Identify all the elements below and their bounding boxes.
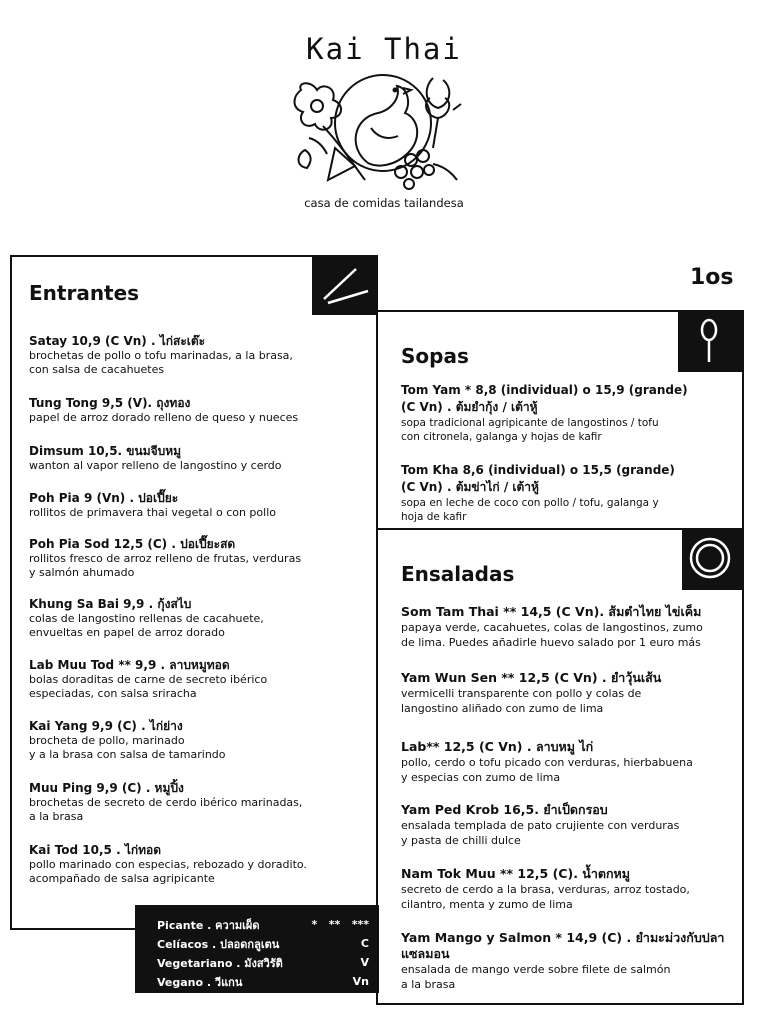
- item-description: pollo, cerdo o tofu picado con verduras, hierbabuena y especias con zumo de lima: [401, 756, 693, 784]
- entrantes-title: Entrantes: [29, 281, 140, 305]
- item-description: brochetas de secreto de cerdo ibérico marinadas, a la brasa: [29, 796, 303, 823]
- legend-row: [157, 972, 369, 991]
- legend-code: V: [360, 956, 369, 969]
- tagline: casa de comidas tailandesa: [304, 196, 464, 210]
- item-description: colas de langostino rellenas de cacahuete, envueltas en papel de arroz dorado: [29, 612, 264, 639]
- menu-item: [29, 597, 369, 640]
- item-title: Lab Muu Tod ** 9,9 . ลาบหมูทอด: [29, 658, 230, 672]
- legend-code: * ** ***: [311, 918, 369, 931]
- item-title: Som Tam Thai ** 14,5 (C Vn). ส้มตำไทย ไข่เค็ม: [401, 604, 702, 619]
- legend-label: Vegano . วีแกน: [157, 975, 243, 989]
- menu-item: [29, 658, 369, 701]
- item-title: Yam Ped Krob 16,5. ยำเป็ดกรอบ: [401, 802, 608, 817]
- item-description: sopa tradicional agripicante de langostinos / tofu con citronela, galanga y hojas de kafir: [401, 417, 659, 443]
- sopas-section: [376, 310, 744, 530]
- rooster-flower-logo: [283, 68, 463, 194]
- ensaladas-title: Ensaladas: [401, 562, 515, 586]
- item-description: brocheta de pollo, marinado y a la brasa con salsa de tamarindo: [29, 734, 226, 761]
- legend-label: Vegetariano . มังสวิรัติ: [157, 956, 283, 970]
- item-description: papel de arroz dorado relleno de queso y nueces: [29, 411, 299, 424]
- item-title: Poh Pia Sod 12,5 (C) . ปอเปี๊ยะสด: [29, 537, 236, 551]
- item-title: Poh Pia 9 (Vn) . ปอเปี๊ยะ: [29, 491, 179, 505]
- course-label: 1os: [690, 265, 734, 290]
- menu-item: [29, 334, 369, 377]
- item-description: bolas doraditas de carne de secreto ibérico especiadas, con salsa sriracha: [29, 673, 268, 700]
- item-description: brochetas de pollo o tofu marinadas, a la brasa, con salsa de cacahuetes: [29, 349, 293, 376]
- item-title: Kai Yang 9,9 (C) . ไก่ย่าง: [29, 719, 183, 733]
- legend-label: Celíacos . ปลอดกลูเตน: [157, 937, 280, 951]
- menu-item: [29, 843, 369, 886]
- legend-row: [157, 953, 369, 972]
- item-description: pollo marinado con especias, rebozado y doradito. acompañado de salsa agripicante: [29, 858, 307, 885]
- menu-item: [401, 382, 721, 444]
- item-title: Khung Sa Bai 9,9 . กุ้งสไบ: [29, 597, 192, 611]
- item-description: rollitos de primavera thai vegetal o con pollo: [29, 506, 276, 519]
- legend-row: [157, 934, 369, 953]
- item-title: Tung Tong 9,5 (V). ถุงทอง: [29, 396, 191, 410]
- item-title: Satay 10,9 (C Vn) . ไก่สะเต๊ะ: [29, 334, 206, 348]
- item-description: sopa en leche de coco con pollo / tofu, galanga y hoja de kafir: [401, 497, 659, 523]
- legend-row: [157, 915, 369, 934]
- menu-item: [29, 444, 369, 473]
- item-description: ensalada de mango verde sobre filete de salmón a la brasa: [401, 963, 671, 991]
- menu-item: [29, 396, 369, 425]
- item-description: rollitos fresco de arroz relleno de frutas, verduras y salmón ahumado: [29, 552, 302, 579]
- menu-item: [29, 537, 369, 580]
- menu-item: [401, 739, 726, 785]
- sopas-title: Sopas: [401, 344, 469, 368]
- item-description: vermicelli transparente con pollo y colas de langostino aliñado con zumo de lima: [401, 687, 642, 715]
- plate-icon: [682, 528, 744, 590]
- chopsticks-icon: [312, 255, 378, 315]
- item-title: Kai Tod 10,5 . ไก่ทอด: [29, 843, 162, 857]
- menu-item: [29, 781, 369, 824]
- item-title: Tom Kha 8,6 (individual) o 15,5 (grande) (C Vn) . ต้มข่าไก่ / เต้าหู้: [401, 463, 675, 494]
- item-description: wanton al vapor relleno de langostino y cerdo: [29, 459, 282, 472]
- menu-item: [401, 462, 721, 524]
- item-title: Yam Mango y Salmon * 14,9 (C) . ยำมะม่วงกับปลา แซลมอน: [401, 930, 725, 961]
- menu-item: [401, 866, 726, 912]
- spoon-icon: [678, 310, 744, 372]
- ensaladas-section: [376, 528, 744, 1005]
- diet-legend: [135, 905, 379, 993]
- legend-label: Picante . ความเผ็ด: [157, 918, 260, 932]
- item-title: Yam Wun Sen ** 12,5 (C Vn) . ยำวุ้นเส้น: [401, 670, 662, 685]
- item-description: papaya verde, cacahuetes, colas de langostinos, zumo de lima. Puedes añadirle huevo salado por 1 euro más: [401, 621, 703, 649]
- menu-item: [401, 930, 726, 992]
- entrantes-section: [10, 255, 378, 930]
- menu-item: [29, 491, 369, 520]
- item-title: Lab** 12,5 (C Vn) . ลาบหมู ไก่: [401, 739, 594, 754]
- item-title: Dimsum 10,5. ขนมจีบหมู: [29, 444, 182, 458]
- item-description: secreto de cerdo a la brasa, verduras, arroz tostado, cilantro, menta y zumo de lima: [401, 883, 690, 911]
- item-title: Nam Tok Muu ** 12,5 (C). น้ำตกหมู: [401, 866, 631, 881]
- menu-item: [401, 604, 726, 650]
- item-description: ensalada templada de pato crujiente con verduras y pasta de chilli dulce: [401, 819, 680, 847]
- menu-item: [401, 802, 726, 848]
- menu-item: [29, 719, 369, 762]
- item-title: Muu Ping 9,9 (C) . หมูปิ้ง: [29, 781, 184, 795]
- legend-code: C: [360, 937, 369, 950]
- menu-item: [401, 670, 726, 716]
- item-title: Tom Yam * 8,8 (individual) o 15,9 (grande) (C Vn) . ต้มยำกุ้ง / เต้าหู้: [401, 383, 688, 414]
- brand-title: Kai Thai: [306, 32, 462, 66]
- legend-code: Vn: [352, 975, 369, 988]
